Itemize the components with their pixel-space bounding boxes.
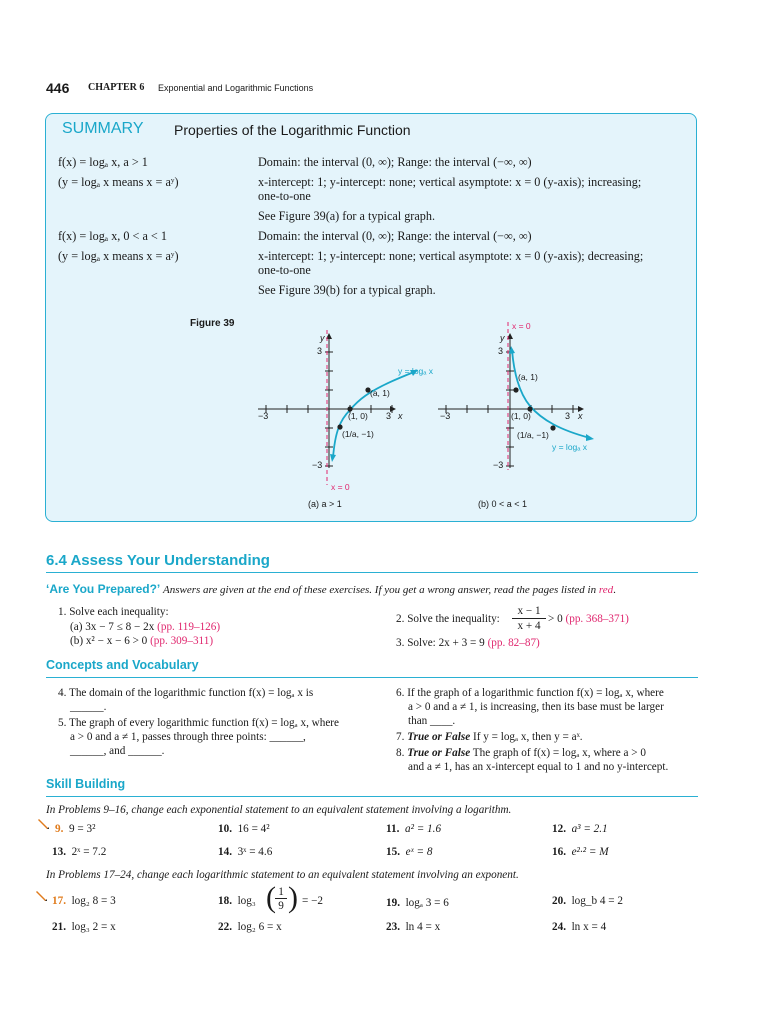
page-number: 446 <box>46 80 70 96</box>
problem-2-inequality: > 0 <box>548 613 563 625</box>
problem-7-true-false: True or False <box>407 731 471 743</box>
concepts-title: Concepts and Vocabulary <box>46 658 199 672</box>
graph-b-y-top: 3 <box>498 346 504 356</box>
section-rule <box>46 572 698 573</box>
problem-19-number: 19. <box>386 897 400 909</box>
problem-11 <box>386 822 441 836</box>
pencil-icon <box>36 890 48 902</box>
problem-23-text: ln 4 = x <box>405 921 441 933</box>
problem-16-number: 16. <box>552 846 566 858</box>
graph-b-label-10: (1, 0) <box>511 411 531 421</box>
chapter-label: CHAPTER 6 <box>88 82 145 93</box>
section-title: 6.4 Assess Your Understanding <box>46 552 270 569</box>
graph-a-curve-label: y = logₐ x <box>398 366 434 376</box>
problem-15 <box>386 845 432 859</box>
problem-17 <box>52 894 116 908</box>
problem-8-line2: and a ≠ 1, has an x-intercept equal to 1 and no y-intercept. <box>408 761 669 773</box>
problem-2-ref[interactable]: (pp. 368–371) <box>565 613 629 625</box>
problem-14-number: 14. <box>218 846 232 858</box>
graph-b-label-inv: (1/a, −1) <box>517 430 549 440</box>
graph-a-y-label: y <box>320 333 325 343</box>
problem-9-text: 9 = 3² <box>68 823 96 835</box>
graph-a <box>258 330 418 485</box>
problem-15-number: 15. <box>386 846 400 858</box>
case2-one-to-one: one-to-one <box>258 263 311 277</box>
prepared-title: ‘Are You Prepared?’ <box>46 582 161 596</box>
problem-18 <box>218 894 256 908</box>
problem-1a-ref[interactable]: (pp. 119–126) <box>157 621 221 633</box>
case1-means: (y = logₐ x means x = aʸ) <box>58 175 179 189</box>
graph-a-label-inv: (1/a, −1) <box>342 429 374 439</box>
problem-4-line2: ______. <box>70 701 107 713</box>
problem-22 <box>218 920 282 934</box>
problem-8-text: The graph of f(x) = logₐ x, where a > 0 <box>472 747 646 759</box>
graph-b-label-a1: (a, 1) <box>518 372 538 382</box>
problem-1b <box>70 634 213 648</box>
summary-subtitle: Properties of the Logarithmic Function <box>174 122 411 138</box>
problem-6-line2: a > 0 and a ≠ 1, is increasing, then its base must be larger <box>408 701 664 713</box>
problem-1a-text: (a) 3x − 7 ≤ 8 − 2x <box>70 621 155 633</box>
graph-b-y-bottom: −3 <box>493 460 504 470</box>
problem-3-ref[interactable]: (pp. 82–87) <box>487 637 540 649</box>
graph-a-asymptote-label: x = 0 <box>331 482 350 492</box>
graph-b-y-label: y <box>500 333 505 343</box>
problem-3-text: 3. Solve: 2x + 3 = 9 <box>396 637 485 649</box>
case1-one-to-one: one-to-one <box>258 189 311 203</box>
graph-a-x-label: x <box>398 411 403 421</box>
problem-19 <box>386 896 449 910</box>
problem-21-text: log₃ 2 = x <box>71 921 116 933</box>
graph-b-x-label: x <box>578 411 583 421</box>
graph-b-curve-label: y = logₐ x <box>552 442 588 452</box>
graph-a-label-a1: (a, 1) <box>370 388 390 398</box>
problem-9 <box>55 822 95 836</box>
problem-7 <box>396 730 583 744</box>
problem-2-text: 2. Solve the inequality: <box>396 613 500 625</box>
problem-22-text: log₂ 6 = x <box>237 921 282 933</box>
problem-12-number: 12. <box>552 823 566 835</box>
case2-means: (y = logₐ x means x = aʸ) <box>58 249 179 263</box>
problem-18-log: log₃ <box>237 895 256 907</box>
problem-18-rhs: = −2 <box>302 895 324 907</box>
graph-b-x-left: −3 <box>440 411 451 421</box>
problem-2-tail <box>548 612 629 626</box>
skill-rule <box>46 796 698 797</box>
problem-9-number: 9. <box>55 823 64 835</box>
problem-3 <box>396 636 540 650</box>
graph-b-caption: (b) 0 < a < 1 <box>478 499 528 509</box>
graph-b-asymptote-label: x = 0 <box>512 321 531 331</box>
graph-a-y-top: 3 <box>317 346 323 356</box>
problem-2-denominator: x + 4 <box>517 620 541 632</box>
problem-21 <box>52 920 116 934</box>
problem-24-text: ln x = 4 <box>571 921 607 933</box>
instruction-17-24: In Problems 17–24, change each logarithmic statement to an equivalent statement involving an exponent. <box>46 869 519 881</box>
problem-5-line2: a > 0 and a ≠ 1, passes through three points: ______, <box>70 731 306 743</box>
graph-a-x-right: 3 <box>386 411 392 421</box>
graph-a-label-10: (1, 0) <box>348 411 368 421</box>
problem-1: 1. Solve each inequality: <box>58 606 169 618</box>
graph-a-x-left: −3 <box>258 411 269 421</box>
case1-function: f(x) = logₐ x, a > 1 <box>58 155 148 169</box>
figure-label: Figure 39 <box>190 318 235 329</box>
prepared-line <box>46 582 616 596</box>
problem-12-text: a³ = 2.1 <box>571 823 608 835</box>
graph-b-point-a1 <box>513 387 518 392</box>
problem-20-number: 20. <box>552 895 566 907</box>
problem-17-number: 17. <box>52 895 66 907</box>
instruction-9-16: In Problems 9–16, change each exponential statement to an equivalent statement involving a logarithm. <box>46 804 512 816</box>
problem-13 <box>52 845 106 859</box>
problem-2 <box>396 612 500 626</box>
case1-see-figure: See Figure 39(a) for a typical graph. <box>258 209 435 223</box>
skill-title: Skill Building <box>46 777 126 791</box>
problem-10-text: 16 = 4² <box>237 823 270 835</box>
problem-2-numerator: x − 1 <box>512 605 546 619</box>
problem-18-number: 18. <box>218 895 232 907</box>
problem-19-text: logₐ 3 = 6 <box>405 897 449 909</box>
problem-18-paren-left: ( <box>266 881 276 914</box>
case2-intercepts: x-intercept: 1; y-intercept: none; vertical asymptote: x = 0 (y-axis); decreasing; <box>258 249 644 263</box>
case2-domain: Domain: the interval (0, ∞); Range: the interval (−∞, ∞) <box>258 229 532 243</box>
problem-6-line3: than ____. <box>408 715 456 727</box>
summary-heading: SUMMARY <box>62 120 144 137</box>
graph-b-point-inv <box>550 425 555 430</box>
problem-13-text: 2ˣ = 7.2 <box>71 846 107 858</box>
prepared-note: Answers are given at the end of these exercises. If you get a wrong answer, read the pages listed in <box>163 584 597 596</box>
problem-6-line1: 6. If the graph of a logarithmic function f(x) = logₐ x, where <box>396 687 664 699</box>
problem-11-text: a² = 1.6 <box>404 823 442 835</box>
problem-23-number: 23. <box>386 921 400 933</box>
problem-15-text: eˣ = 8 <box>405 846 433 858</box>
prepared-red-word: red <box>598 584 614 596</box>
problem-20 <box>552 894 623 908</box>
problem-20-text: log_b 4 = 2 <box>571 895 623 907</box>
problem-1b-text: (b) x² − x − 6 > 0 <box>70 635 148 647</box>
concepts-rule <box>46 677 698 678</box>
case2-function: f(x) = logₐ x, 0 < a < 1 <box>58 229 167 243</box>
problem-10 <box>218 822 270 836</box>
problem-17-text: log₂ 8 = 3 <box>71 895 116 907</box>
problem-1a <box>70 620 220 634</box>
case1-intercepts: x-intercept: 1; y-intercept: none; vertical asymptote: x = 0 (y-axis); increasing; <box>258 175 642 189</box>
problem-16 <box>552 845 609 859</box>
problem-24-number: 24. <box>552 921 566 933</box>
graph-b-x-right: 3 <box>565 411 571 421</box>
problem-5-line1: 5. The graph of every logarithmic function f(x) = logₐ x, where <box>58 717 339 729</box>
problem-12 <box>552 822 608 836</box>
chapter-title: Exponential and Logarithmic Functions <box>158 83 314 93</box>
problem-8-true-false: True or False <box>407 747 471 759</box>
problem-18-paren-right: ) <box>288 881 298 914</box>
problem-5-line3: ______, and ______. <box>70 745 165 757</box>
problem-8-number: 8. <box>396 747 405 759</box>
problem-18-frac-num: 1 <box>275 886 287 899</box>
prepared-end: . <box>613 584 616 596</box>
problem-23 <box>386 920 440 934</box>
case2-see-figure: See Figure 39(b) for a typical graph. <box>258 283 436 297</box>
problem-7-text: If y = logₐ x, then y = aˣ. <box>472 731 583 743</box>
problem-14 <box>218 845 272 859</box>
case1-domain: Domain: the interval (0, ∞); Range: the interval (−∞, ∞) <box>258 155 532 169</box>
problem-10-number: 10. <box>218 823 232 835</box>
problem-13-number: 13. <box>52 846 66 858</box>
problem-4-line1: 4. The domain of the logarithmic function f(x) = logₐ x is <box>58 687 314 699</box>
problem-18-frac-den: 9 <box>278 900 284 912</box>
problem-24 <box>552 920 606 934</box>
problem-22-number: 22. <box>218 921 232 933</box>
problem-14-text: 3ˣ = 4.6 <box>237 846 273 858</box>
problem-16-text: e²·² = M <box>571 846 609 858</box>
problem-8 <box>396 746 646 760</box>
graph-a-caption: (a) a > 1 <box>308 499 342 509</box>
problem-11-number: 11. <box>386 823 400 835</box>
pencil-icon <box>38 818 50 830</box>
problem-7-number: 7. <box>396 731 405 743</box>
graph-b-curve <box>512 350 590 438</box>
graph-a-y-bottom: −3 <box>312 460 323 470</box>
problem-1b-ref[interactable]: (pp. 309–311) <box>150 635 214 647</box>
problem-21-number: 21. <box>52 921 66 933</box>
